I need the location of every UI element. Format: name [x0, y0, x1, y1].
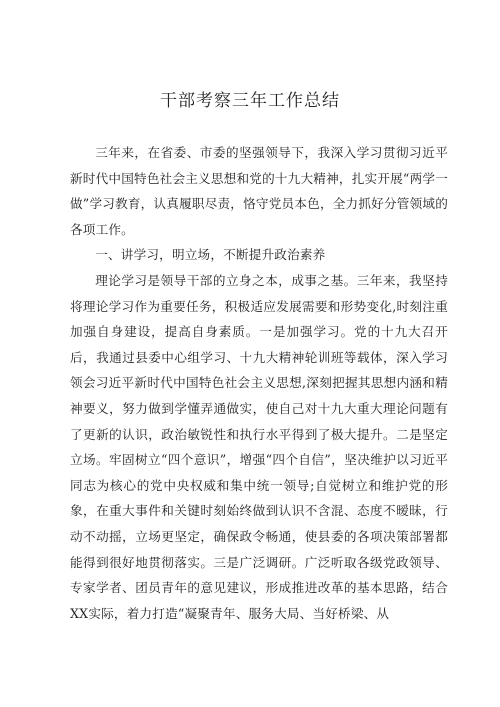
section-paragraph: 理论学习是领导干部的立身之本，成事之基。三年来，我坚持将理论学习作为重要任务，积极适应发展需要和形势变化,时刻注重加强自身建设，提高自身素质。一是加强学习。党的十九大召开后，我通过县委中心组学习、十九大精神轮训班等载体，深入学习领会习近平新时代中国特色社会主义思想,深刻把握其思想内涵和精神要义，努力做到学懂弄通做实，使自己对十九大重大理论问题有了更新的认识，政治敏锐性和执行水平得到了极大提升。二是坚定立场。牢固树立“四个意识”，增强“四个自信”，坚决维护以习近平同志为核心的党中央权威和集中统一领导;自觉树立和维护党的形象，在重大事件和关键时刻始终做到认识不含混、态度不暧昧，行动不动摇，立场更坚定，确保政令畅通，使县委的各项决策部署都能得到很好地贯彻落实。三是广泛调研。广泛听取各级党政领导、专家学者、团员青年的意见建议，形成推进改革的基本思路，结合XX实际，着力打造“凝聚青年、服务大局、当好桥梁、从 [70, 272, 449, 621]
document-body [70, 140, 448, 626]
document-title: 干部考察三年工作总结 [160, 91, 340, 111]
section-heading: 一、讲学习，明立场，不断提升政治素养 [95, 247, 326, 263]
intro-paragraph: 三年来，在省委、市委的坚强领导下，我深入学习贯彻习近平新时代中国特色社会主义思想和党的十九大精神，扎实开展“两学一做”学习教育，认真履职尽责，恪守党员本色，全力抓好分管领域的各项工作。 [70, 145, 448, 237]
